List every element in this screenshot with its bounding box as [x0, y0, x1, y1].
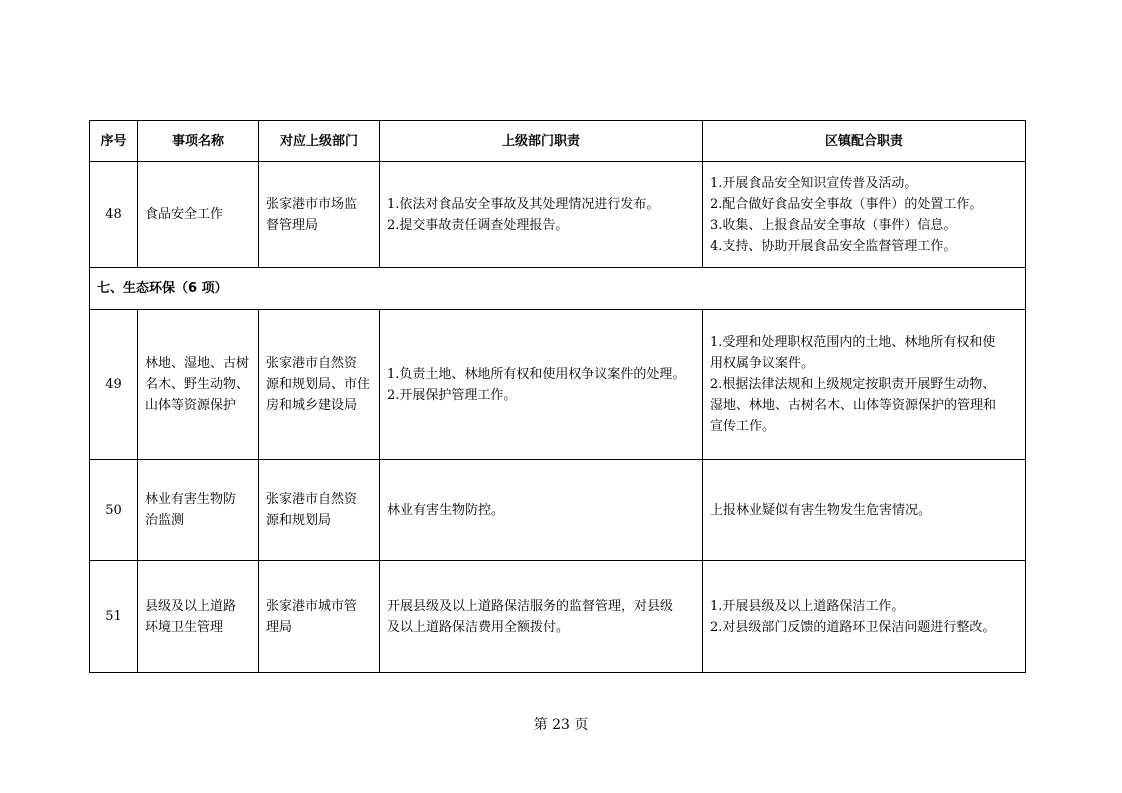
- upper-duty-line: 2.开展保护管理工作。: [387, 387, 517, 403]
- upper-department-line: 源和规划局: [266, 513, 332, 528]
- upper-department-line: 源和规划局、市住: [266, 377, 371, 392]
- local-duty-line: 宣传工作。: [710, 419, 776, 434]
- local-duty-cell: [703, 561, 1026, 673]
- item-name-line: 林业有害生物防: [145, 492, 237, 507]
- table-row: [90, 460, 1026, 561]
- local-duty-cell: [703, 460, 1026, 561]
- local-duty-line: 用权属争议案件。: [710, 356, 815, 371]
- local-duty-line: 1.开展县级及以上道路保洁工作。: [710, 598, 905, 614]
- upper-department-line: 张家港市城市管: [266, 598, 358, 614]
- upper-duty-line: 开展县级及以上道路保洁服务的监督管理，对县级: [387, 598, 674, 614]
- item-name-line: 林地、湿地、古树: [145, 356, 250, 371]
- item-name-cell: [138, 561, 259, 673]
- item-name-cell: [138, 460, 259, 561]
- header-row: [90, 121, 1026, 162]
- upper-duty-line: 及以上道路保洁费用全额拨付。: [387, 619, 570, 635]
- upper-department-cell: [259, 310, 380, 460]
- upper-duty-line: 林业有害生物防控。: [387, 502, 505, 518]
- upper-department-cell: [259, 162, 380, 268]
- item-name-line: 环境卫生管理: [145, 619, 224, 635]
- section-row: [90, 268, 1026, 310]
- duty-table: [89, 120, 1026, 673]
- header-cell: 上级部门职责: [380, 121, 703, 162]
- local-duty-line: 2.对县级部门反馈的道路环卫保洁问题进行整改。: [710, 619, 996, 635]
- section-title: 七、生态环保（6 项）: [90, 268, 1026, 310]
- local-duty-line: 上报林业疑似有害生物发生危害情况。: [710, 502, 932, 518]
- header-cell: 序号: [90, 121, 138, 162]
- local-duty-line: 1.开展食品安全知识宣传普及活动。: [710, 175, 918, 191]
- upper-department-line: 理局: [266, 619, 293, 635]
- local-duty-line: 3.收集、上报食品安全事故（事件）信息。: [710, 217, 957, 233]
- item-name-line: 县级及以上道路: [145, 598, 237, 614]
- upper-department-cell: [259, 561, 380, 673]
- item-name-cell: [138, 162, 259, 268]
- upper-duty-cell: [380, 460, 703, 561]
- upper-department-line: 督管理局: [266, 217, 319, 233]
- table-row: [90, 561, 1026, 673]
- header-cell: 对应上级部门: [259, 121, 380, 162]
- upper-duty-cell: [380, 561, 703, 673]
- row-number: 48: [90, 162, 138, 268]
- upper-duty-line: 2.提交事故责任调查处理报告。: [387, 217, 569, 233]
- item-name-line: 食品安全工作: [145, 207, 224, 222]
- row-number: 50: [90, 460, 138, 561]
- local-duty-line: 湿地、林地、古树名木、山体等资源保护的管理和: [710, 398, 997, 413]
- upper-duty-line: 1.负责土地、林地所有权和使用权争议案件的处理。: [387, 366, 686, 382]
- item-name-line: 治监测: [145, 513, 185, 528]
- local-duty-cell: [703, 310, 1026, 460]
- table-row: [90, 310, 1026, 460]
- upper-department-line: 房和城乡建设局: [266, 398, 358, 413]
- local-duty-line: 4.支持、协助开展食品安全监督管理工作。: [710, 238, 957, 254]
- upper-duty-line: 1.依法对食品安全事故及其处理情况进行发布。: [387, 196, 660, 212]
- item-name-cell: [138, 310, 259, 460]
- upper-department-line: 张家港市自然资: [266, 492, 358, 507]
- table-row: [90, 162, 1026, 268]
- row-number: 49: [90, 310, 138, 460]
- upper-department-line: 张家港市自然资: [266, 356, 358, 371]
- header-cell: 事项名称: [138, 121, 259, 162]
- upper-duty-cell: [380, 162, 703, 268]
- local-duty-line: 1.受理和处理职权范围内的土地、林地所有权和使: [710, 335, 996, 350]
- item-name-line: 名木、野生动物、: [145, 377, 250, 392]
- upper-duty-cell: [380, 310, 703, 460]
- local-duty-line: 2.根据法律法规和上级规定按职责开展野生动物、: [710, 377, 996, 392]
- local-duty-cell: [703, 162, 1026, 268]
- local-duty-line: 2.配合做好食品安全事故（事件）的处置工作。: [710, 196, 983, 212]
- row-number: 51: [90, 561, 138, 673]
- header-cell: 区镇配合职责: [703, 121, 1026, 162]
- item-name-line: 山体等资源保护: [145, 398, 237, 413]
- upper-department-cell: [259, 460, 380, 561]
- upper-department-line: 张家港市市场监: [266, 196, 358, 212]
- page-number: 第 23 页: [533, 717, 589, 733]
